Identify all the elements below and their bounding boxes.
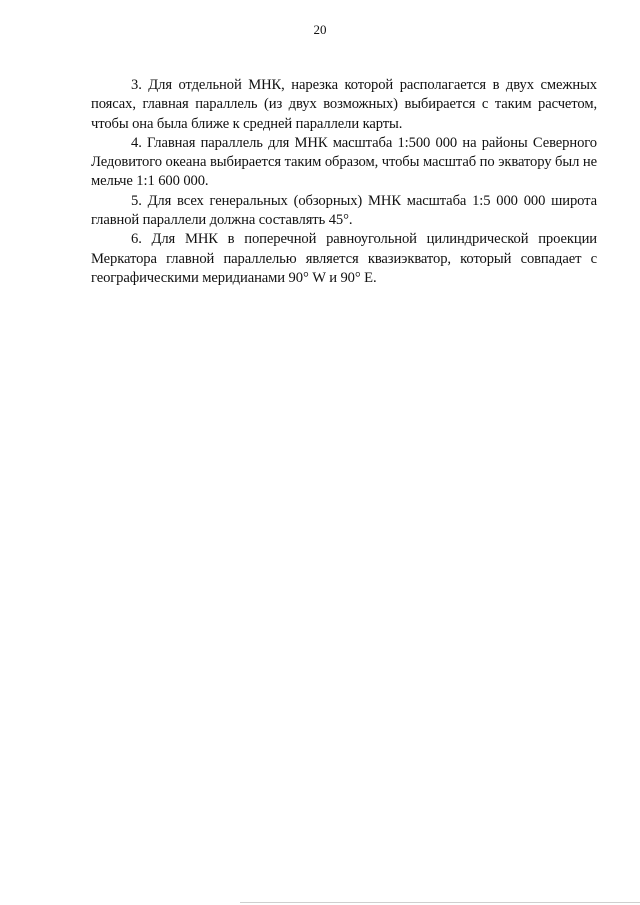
paragraph-6: 6. Для МНК в поперечной равноугольной цилиндрической проекции Меркатора главной параллелью является квазиэкватор, который совпадает с географическими меридианами 90° W и 90° E. <box>91 231 597 286</box>
paragraph-3: 3. Для отдельной МНК, нарезка которой располагается в двух смежных поясах, главная параллель (из двух возможных) выбирается с таким расчетом, чтобы она была ближе к средней параллели карты. <box>91 77 597 132</box>
document-body <box>91 76 597 288</box>
page-number: 20 <box>313 22 327 37</box>
paragraph-4: 4. Главная параллель для МНК масштаба 1:500 000 на районы Северного Ледовитого океана выбирается таким образом, чтобы масштаб по экватору был не мельче 1:1 600 000. <box>91 134 597 190</box>
paragraph-5: 5. Для всех генеральных (обзорных) МНК масштаба 1:5 000 000 широта главной параллели должна составлять 45°. <box>91 192 597 229</box>
page-edge-line <box>240 902 640 903</box>
